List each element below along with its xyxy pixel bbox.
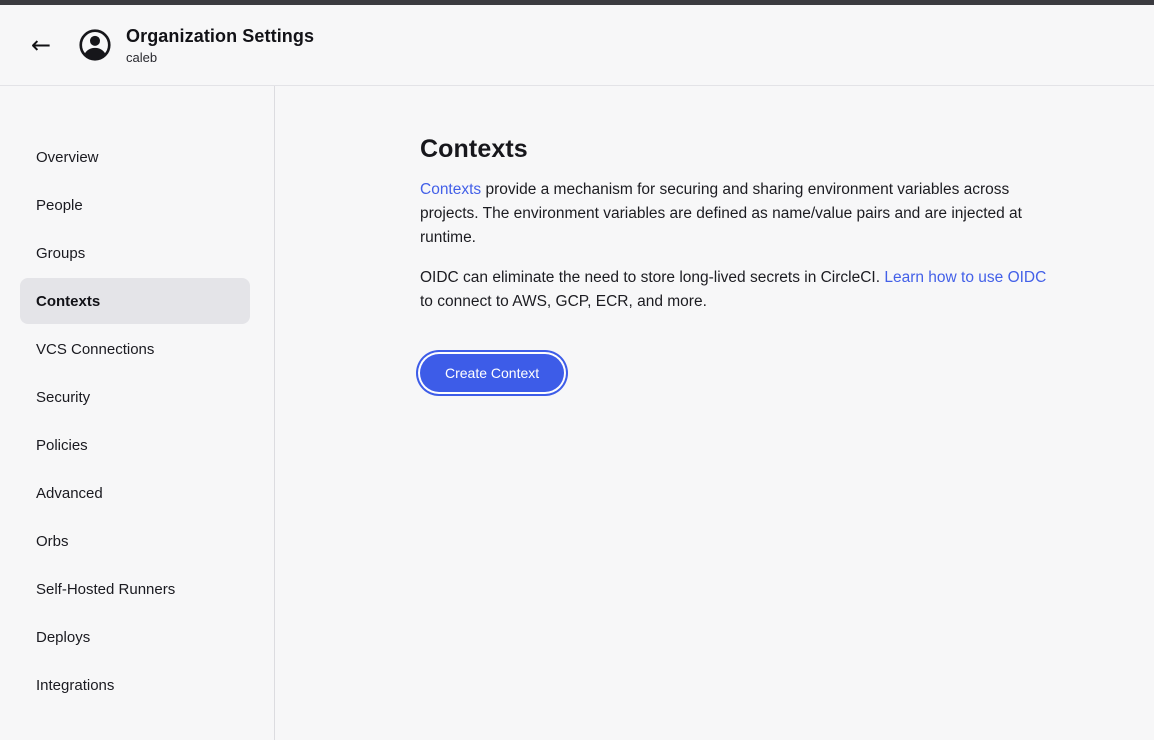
- sidebar-item-vcs-connections[interactable]: VCS Connections: [36, 340, 155, 358]
- sidebar-item-groups[interactable]: Groups: [36, 244, 86, 262]
- sidebar-item-security[interactable]: Security: [36, 388, 91, 406]
- page-body: [0, 86, 1154, 740]
- sidebar-item-advanced[interactable]: Advanced: [36, 484, 103, 502]
- org-name: caleb: [126, 49, 158, 65]
- back-button[interactable]: ←: [28, 32, 54, 58]
- oidc-description-text-after: to connect to AWS, GCP, ECR, and more.: [420, 293, 707, 310]
- contexts-link[interactable]: Contexts: [420, 181, 482, 198]
- main-content: [275, 86, 1154, 740]
- sidebar: [0, 86, 275, 740]
- header-titles: [126, 26, 314, 65]
- contexts-description-text: provide a mechanism for securing and sharing environment variables across projects. The environment variables are defined as name/value pairs and are injected at runtime.: [420, 181, 1022, 246]
- oidc-description: [420, 266, 1060, 314]
- contexts-heading: Contexts: [420, 135, 528, 163]
- sidebar-item-orbs[interactable]: Orbs: [36, 532, 69, 550]
- sidebar-item-people[interactable]: People: [36, 196, 83, 214]
- sidebar-item-self-hosted-runners[interactable]: Self-Hosted Runners: [36, 580, 176, 598]
- learn-oidc-link[interactable]: Learn how to use OIDC: [884, 269, 1047, 286]
- sidebar-item-contexts[interactable]: Contexts: [20, 278, 250, 324]
- sidebar-item-overview[interactable]: Overview: [36, 148, 99, 166]
- organization-avatar-icon: [78, 28, 112, 62]
- sidebar-item-deploys[interactable]: Deploys: [36, 628, 91, 646]
- button-row: [420, 354, 1114, 392]
- create-context-button[interactable]: Create Context: [420, 354, 564, 392]
- sidebar-item-integrations[interactable]: Integrations: [36, 676, 115, 694]
- contexts-description: [420, 178, 1060, 250]
- header: [0, 5, 1154, 86]
- oidc-description-text-before: OIDC can eliminate the need to store long-lived secrets in CircleCI.: [420, 269, 885, 286]
- sidebar-item-policies[interactable]: Policies: [36, 436, 88, 454]
- page-title: Organization Settings: [126, 25, 315, 46]
